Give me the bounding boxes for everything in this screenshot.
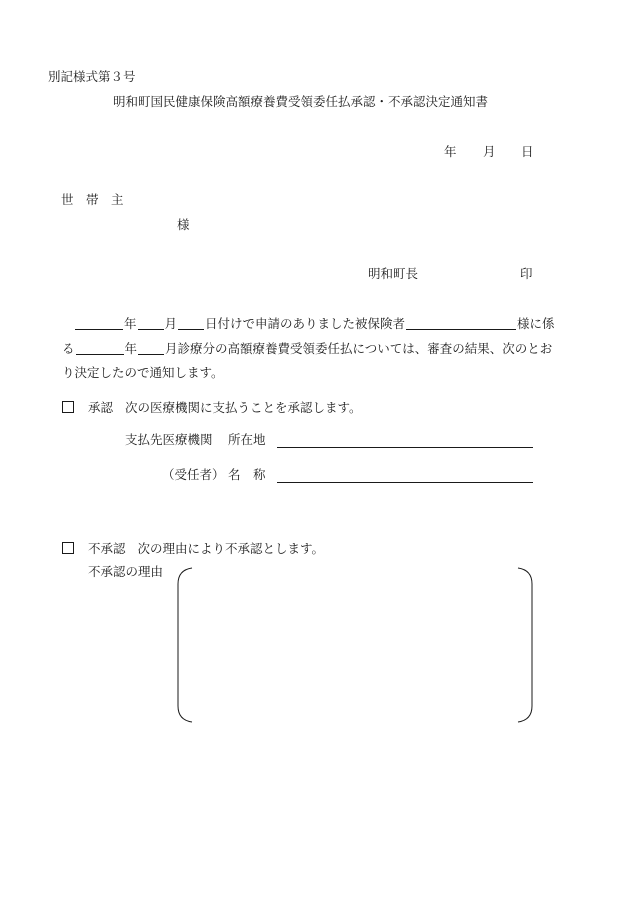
approval-row [62,401,362,415]
body-year-2: 年 [124,341,138,356]
body-line-3: り決定したので通知します。 [62,365,224,380]
body-sama-kakaru: 様に係 [517,316,555,331]
delegate-label: （受任者） [162,467,225,482]
body-line-1 [74,318,555,331]
body-year-1: 年 [124,316,137,331]
rejection-checkbox[interactable] [62,542,74,554]
date-day: 日 [521,144,534,159]
approval-text: 次の医療機関に支払うことを承認します。 [125,400,362,415]
rejection-row [62,542,324,556]
payee-institution-label: 支払先医療機関 [125,432,213,447]
date-year: 年 [444,144,457,159]
approval-label: 承認 [88,400,114,415]
form-number: 別記様式第３号 [48,69,136,84]
left-bracket [178,568,192,722]
document-title: 明和町国民健康保険高額療養費受領委任払承認・不承認決定通知書 [113,94,489,109]
issuer-name: 明和町長 [368,266,419,281]
body-month-1: 月 [164,316,178,331]
approval-checkbox[interactable] [62,401,74,413]
rejection-text: 次の理由により不承認とします。 [137,541,325,556]
body-ru: る [62,341,75,356]
payee-name-label: 名 称 [228,467,266,482]
application-month-blank[interactable] [138,329,164,330]
date-month: 月 [483,144,496,159]
insured-name-blank[interactable] [406,329,516,330]
issuer-seal: 印 [520,266,533,281]
recipient-honorific: 様 [177,217,190,232]
application-year-blank[interactable] [75,329,123,330]
payee-name-line[interactable] [277,482,533,483]
rejection-reason-label: 不承認の理由 [88,564,164,579]
body-month2-text: 月診療分の高額療養費受領委任払については、審査の結果、次のとお [165,341,553,356]
right-bracket [518,568,532,722]
body-date-text: 日付けで申請のありました被保険者 [205,316,406,331]
payee-address-label: 所在地 [228,432,266,447]
recipient-label: 世 帯 主 [61,192,124,207]
body-line-2 [62,343,552,356]
rejection-reason-brackets [170,560,540,730]
treatment-year-blank[interactable] [76,354,124,355]
rejection-label: 不承認 [88,541,126,556]
application-day-blank[interactable] [178,329,204,330]
payee-address-line[interactable] [277,447,533,448]
treatment-month-blank[interactable] [138,354,164,355]
